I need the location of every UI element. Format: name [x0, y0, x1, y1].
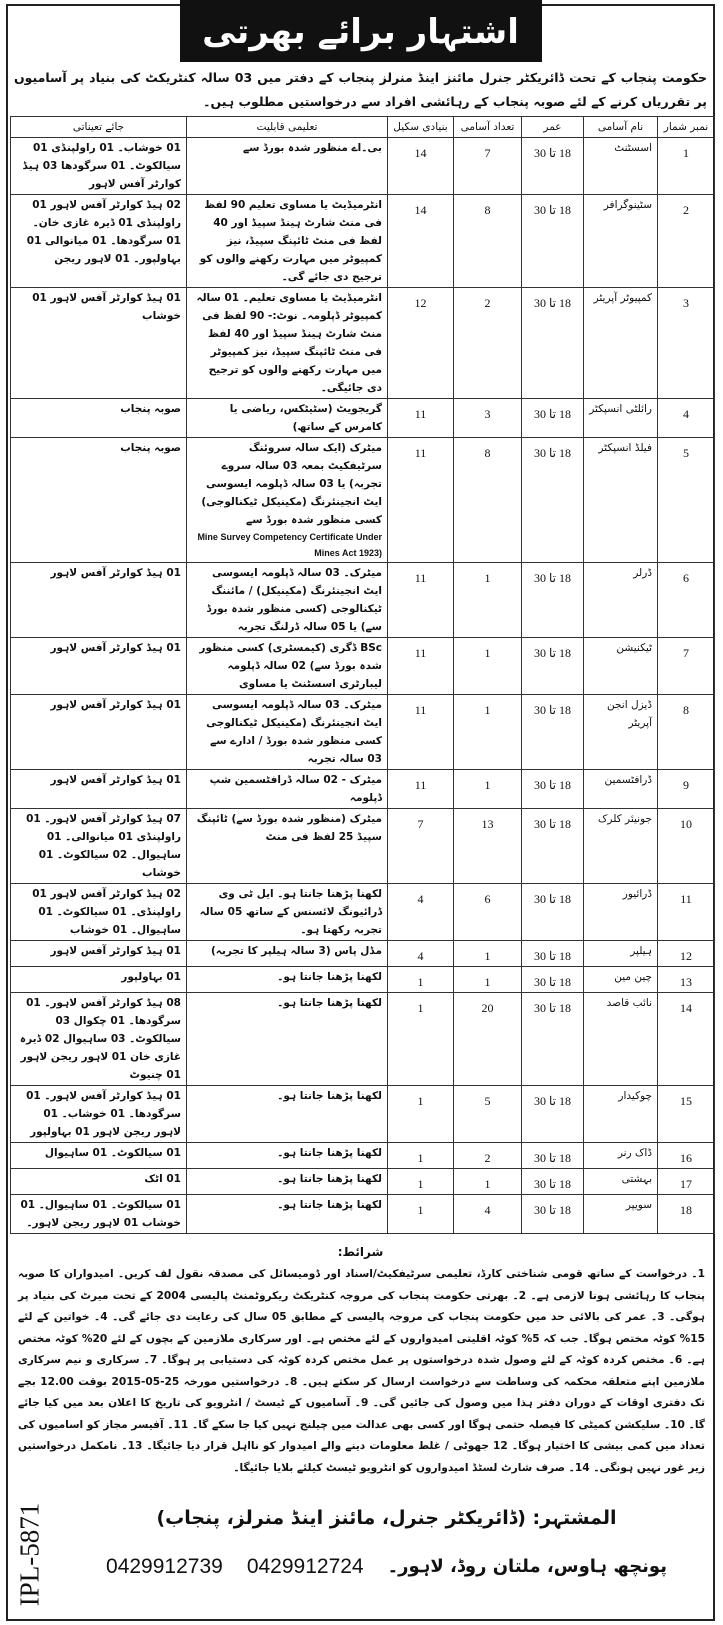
- table-row: [11, 770, 715, 809]
- post-name-text: کمپیوٹر آپریٹر: [593, 292, 652, 304]
- row-number-text: 18: [680, 1203, 692, 1217]
- qualification-text: میٹرک۔ 03 سالہ ڈپلومہ ایسوسی ایٹ انجینئرنگ (مکینیکل ٹیکنالوجی کسی منظور شدہ بورڈ / ادارے سے 03 سالہ تجربہ: [206, 699, 382, 765]
- row-number-text: 11: [680, 892, 692, 906]
- posting-station-text: 02 ہیڈ کوارٹر آفس لاہور 01 راولپنڈی 01 ڈیرہ غازی خان۔ 01 سرگودھا۔ 01 میانوالی 01 بہاولپور۔ 01 لاہور ریجن: [26, 199, 181, 265]
- posting-station-text: 01 ہیڈ کوارٹر آفس لاہور 01 خوشاب: [32, 292, 181, 322]
- post-count: [454, 138, 522, 195]
- ad-border: [6, 4, 715, 1621]
- qualification: [187, 638, 388, 695]
- post-name-text: نائب قاصد: [606, 997, 652, 1009]
- qualification-text: میٹرک - 02 سالہ ڈرافٹسمین شپ ڈپلومہ: [209, 774, 382, 804]
- age-range-text: 18 تا 30: [534, 146, 571, 160]
- post-count-text: 8: [484, 203, 491, 217]
- basic-scale: [388, 770, 454, 809]
- vacancy-table: [10, 116, 715, 1234]
- posting-station: [11, 1086, 187, 1143]
- post-name-text: ڈرائیور: [622, 888, 652, 900]
- qualification-text: میٹرک۔ 03 سالہ ڈپلومہ ایسوسی ایٹ انجینئرنگ (مکینیکل) / مائننگ ٹیکنالوجی (کسی منظور شدہ بورڈ سے) یا 05 سالہ ڈرلنگ تجربہ: [206, 567, 382, 633]
- posting-station-text: 08 ہیڈ کوارٹر آفس لاہور۔ 01 سرگودھا۔ 01 چکوال 03 سیالکوٹ۔ 03 ساہیوال 02 ڈیرہ غازی خان 01 لاہور ریجن لاہور 01 چنیوٹ: [19, 997, 181, 1081]
- basic-scale-text: 1: [417, 1001, 424, 1015]
- qualification: [187, 195, 388, 288]
- basic-scale: [388, 1086, 454, 1143]
- age-range: [522, 993, 584, 1086]
- post-count: [454, 288, 522, 399]
- post-name: [584, 809, 658, 884]
- post-name-text: چوکیدار: [618, 1090, 652, 1102]
- basic-scale-text: 14: [414, 203, 427, 217]
- age-range-text: 18 تا 30: [534, 1151, 571, 1165]
- posting-station-text: 01 ہیڈ کوارٹر آفس لاہور: [50, 699, 181, 711]
- table-row: [11, 809, 715, 884]
- age-range-text: 18 تا 30: [534, 407, 571, 421]
- qualification-text: لکھنا پڑھنا جانتا ہو۔: [277, 997, 382, 1009]
- table-row: [11, 438, 715, 563]
- age-range: [522, 967, 584, 993]
- posting-station-text: 01 خوشاب۔ 01 راولپنڈی 01 سیالکوٹ۔ 01 سرگودھا 03 ہیڈ کوارٹر آفس لاہور: [22, 142, 181, 190]
- basic-scale: [388, 1195, 454, 1234]
- post-name: [584, 1086, 658, 1143]
- basic-scale-text: 1: [417, 1151, 424, 1165]
- posting-station: [11, 967, 187, 993]
- qualification-text: بی۔اے منظور شدہ بورڈ سے: [242, 142, 382, 154]
- post-count: [454, 809, 522, 884]
- post-name-text: سویپر: [625, 1199, 652, 1211]
- row-number-text: 13: [680, 975, 692, 989]
- post-count-text: 1: [484, 778, 491, 792]
- qualification: [187, 1086, 388, 1143]
- col-age-header: عمر: [522, 117, 584, 138]
- post-count-text: 1: [484, 571, 491, 585]
- row-number: [658, 695, 715, 770]
- qualification-text: لکھنا پڑھنا جانتا ہو۔: [277, 971, 382, 983]
- post-count: [454, 695, 522, 770]
- ad-title: اشتہار برائے بھرتی: [180, 0, 542, 62]
- basic-scale: [388, 993, 454, 1086]
- row-number: [658, 399, 715, 438]
- age-range: [522, 638, 584, 695]
- basic-scale-text: 11: [414, 646, 427, 660]
- qualification-text: انٹرمیڈیٹ یا مساوی تعلیم 90 لفظ فی منٹ شارٹ ہینڈ سپیڈ اور 40 لفظ فی منٹ ٹائپنگ سپیڈ، نیز کمپیوٹر میں مہارت رکھنے والوں کو ترجیح دی جائے گی۔: [199, 199, 382, 283]
- table-row: [11, 288, 715, 399]
- qualification-text: لکھنا پڑھنا جانتا ہو۔: [277, 1173, 382, 1185]
- age-range: [522, 399, 584, 438]
- posting-station: [11, 1195, 187, 1234]
- post-name-text: ڈرافٹسمین: [604, 774, 652, 786]
- row-number: [658, 1169, 715, 1195]
- age-range-text: 18 تا 30: [534, 892, 571, 906]
- basic-scale-text: 1: [417, 975, 424, 989]
- post-count: [454, 967, 522, 993]
- age-range-text: 18 تا 30: [534, 778, 571, 792]
- basic-scale-text: 1: [417, 1203, 424, 1217]
- age-range-text: 18 تا 30: [534, 1203, 571, 1217]
- post-name-text: فیلڈ انسپکٹر: [598, 442, 652, 454]
- post-name-text: ڈاک رنر: [617, 1147, 652, 1159]
- qualification-english: Mine Survey Competency Certificate Under Mines Act 1923): [197, 532, 382, 558]
- post-count: [454, 399, 522, 438]
- age-range: [522, 884, 584, 941]
- age-range: [522, 809, 584, 884]
- basic-scale: [388, 1143, 454, 1169]
- post-name-text: ڈیزل انجن آپریٹر: [607, 699, 652, 729]
- post-name-text: رائلٹی انسپکٹر: [589, 403, 652, 415]
- posting-station: [11, 993, 187, 1086]
- basic-scale: [388, 563, 454, 638]
- qualification: [187, 438, 388, 563]
- post-name-text: چین مین: [614, 971, 652, 983]
- table-row: [11, 399, 715, 438]
- post-name-text: ہیلپر: [630, 945, 652, 957]
- qualification: [187, 993, 388, 1086]
- post-name: [584, 967, 658, 993]
- age-range: [522, 438, 584, 563]
- posting-station: [11, 638, 187, 695]
- ipl-code: [10, 1489, 50, 1619]
- post-count-text: 2: [484, 1151, 491, 1165]
- basic-scale: [388, 399, 454, 438]
- qualification-text: BSc ڈگری (کیمسٹری) کسی منظور شدہ بورڈ سے) 02 سالہ ڈپلومہ لیبارٹری اسسٹنٹ یا مساوی: [199, 642, 382, 690]
- basic-scale: [388, 884, 454, 941]
- post-name: [584, 695, 658, 770]
- posting-station-text: صوبہ پنجاب: [120, 403, 181, 415]
- qualification: [187, 1169, 388, 1195]
- post-count: [454, 1169, 522, 1195]
- age-range-text: 18 تا 30: [534, 1094, 571, 1108]
- age-range-text: 18 تا 30: [534, 446, 571, 460]
- age-range-text: 18 تا 30: [534, 949, 571, 963]
- posting-station: [11, 941, 187, 967]
- col-count-header: تعداد آسامی: [454, 117, 522, 138]
- qualification: [187, 1195, 388, 1234]
- phone-1: 0429912724: [246, 1555, 364, 1578]
- table-row: [11, 695, 715, 770]
- post-name: [584, 195, 658, 288]
- row-number: [658, 195, 715, 288]
- posting-station: [11, 809, 187, 884]
- table-row: [11, 138, 715, 195]
- age-range: [522, 563, 584, 638]
- post-name: [584, 1143, 658, 1169]
- post-count-text: 2: [484, 296, 491, 310]
- row-number-text: 2: [683, 203, 689, 217]
- col-station-header: جائے تعیناتی: [11, 117, 187, 138]
- post-name-text: سٹینوگرافر: [603, 199, 652, 211]
- post-name: [584, 1195, 658, 1234]
- row-number: [658, 138, 715, 195]
- basic-scale-text: 1: [417, 1177, 424, 1191]
- qualification-text: لکھنا پڑھنا جانتا ہو۔: [277, 1199, 382, 1211]
- table-header: [11, 117, 715, 138]
- qualification: [187, 941, 388, 967]
- qualification: [187, 288, 388, 399]
- posting-station-text: 07 ہیڈ کوارٹر آفس لاہور۔ 01 راولپنڈی 01 میانوالی۔ 01 ساہیوال۔ 02 سیالکوٹ۔ 01 خوشاب: [26, 813, 181, 879]
- basic-scale: [388, 695, 454, 770]
- post-count-text: 1: [484, 703, 491, 717]
- row-number: [658, 809, 715, 884]
- table-row: [11, 967, 715, 993]
- basic-scale: [388, 438, 454, 563]
- post-count-text: 1: [484, 1177, 491, 1191]
- post-name: [584, 993, 658, 1086]
- post-count: [454, 195, 522, 288]
- post-count-text: 1: [484, 975, 491, 989]
- basic-scale-text: 4: [417, 949, 424, 963]
- basic-scale-text: 11: [414, 778, 427, 792]
- post-count: [454, 884, 522, 941]
- basic-scale: [388, 967, 454, 993]
- post-name: [584, 438, 658, 563]
- row-number-text: 10: [680, 817, 692, 831]
- qualification-text: میٹرک (ایک سالہ سروئنگ سرٹیفکیٹ بمعہ 03 سالہ سروے تجربہ) یا 03 سالہ ڈپلومہ ایسوسی ایٹ انجینئرنگ (مکینیکل ٹیکنالوجی) کسی منظور شدہ بورڈ سے: [201, 442, 382, 526]
- qualification-text: میٹرک (منظور شدہ بورڈ سے) ٹائپنگ سپیڈ 25 لفظ فی منٹ: [196, 813, 382, 843]
- basic-scale-text: 11: [414, 703, 427, 717]
- posting-station: [11, 770, 187, 809]
- age-range-text: 18 تا 30: [534, 296, 571, 310]
- row-number-text: 12: [680, 949, 692, 963]
- row-number: [658, 941, 715, 967]
- phone-2: 0429912739: [106, 1555, 223, 1578]
- post-count: [454, 638, 522, 695]
- row-number: [658, 884, 715, 941]
- post-count: [454, 1086, 522, 1143]
- row-number-text: 1: [683, 146, 689, 160]
- post-name-text: اسسٹنٹ: [614, 142, 652, 154]
- basic-scale: [388, 138, 454, 195]
- table-row: [11, 993, 715, 1086]
- post-count-text: 7: [484, 146, 491, 160]
- basic-scale: [388, 195, 454, 288]
- row-number-text: 6: [683, 571, 689, 585]
- row-number: [658, 563, 715, 638]
- age-range: [522, 1143, 584, 1169]
- qualification: [187, 695, 388, 770]
- table-row: [11, 638, 715, 695]
- posting-station-text: 01 ہیڈ کوارٹر آفس لاہور: [50, 642, 181, 654]
- age-range-text: 18 تا 30: [534, 1177, 571, 1191]
- row-number-text: 15: [680, 1094, 692, 1108]
- post-count-text: 5: [484, 1094, 491, 1108]
- address-line: [60, 1553, 713, 1581]
- post-name: [584, 399, 658, 438]
- table-row: [11, 884, 715, 941]
- row-number-text: 7: [683, 646, 689, 660]
- posting-station-text: 01 ہیڈ کوارٹر آفس لاہور: [50, 567, 181, 579]
- row-number-text: 14: [680, 1001, 692, 1015]
- row-number: [658, 1143, 715, 1169]
- row-number-text: 4: [683, 407, 689, 421]
- post-name: [584, 563, 658, 638]
- age-range: [522, 1195, 584, 1234]
- col-qualification-header: تعلیمی قابلیت: [187, 117, 388, 138]
- basic-scale: [388, 638, 454, 695]
- table-row: [11, 1143, 715, 1169]
- row-number: [658, 770, 715, 809]
- conditions-title: شرائط:: [337, 1245, 384, 1259]
- qualification: [187, 770, 388, 809]
- post-count-text: 13: [481, 817, 494, 831]
- post-count-text: 4: [484, 1203, 491, 1217]
- basic-scale-text: 11: [414, 571, 427, 585]
- basic-scale-text: 7: [417, 817, 424, 831]
- age-range-text: 18 تا 30: [534, 571, 571, 585]
- qualification-text: گریجویٹ (سٹیٹکس، ریاضی یا کامرس کے ساتھ): [229, 403, 382, 433]
- row-number: [658, 993, 715, 1086]
- age-range: [522, 195, 584, 288]
- qualification: [187, 884, 388, 941]
- post-name: [584, 638, 658, 695]
- post-name: [584, 941, 658, 967]
- posting-station-text: 01 اٹک: [144, 1173, 181, 1185]
- row-number-text: 17: [680, 1177, 692, 1191]
- posting-station: [11, 563, 187, 638]
- intro-text: حکومت پنجاب کے تحت ڈائریکٹر جنرل مائنز اینڈ منرلز پنجاب کے دفتر میں 03 سالہ کنٹریکٹ کی بنیاد پر آسامیوں پر تقرریاں کرنے کے لئے صوبہ پنجاب کے رہائشی افراد سے درخواستیں مطلوب ہیں۔: [14, 70, 707, 109]
- post-count-text: 6: [484, 892, 491, 906]
- qualification-text: مڈل پاس (3 سالہ ہیلپر کا تجربہ): [211, 945, 382, 957]
- qualification: [187, 1143, 388, 1169]
- qualification: [187, 138, 388, 195]
- age-range-text: 18 تا 30: [534, 203, 571, 217]
- basic-scale: [388, 1169, 454, 1195]
- table-row: [11, 941, 715, 967]
- age-range: [522, 138, 584, 195]
- conditions-text: 1۔ درخواست کے ساتھ قومی شناختی کارڈ، تعلیمی سرٹیفکیٹ/اسناد اور ڈومیسائل کی مصدقہ نقول لف کریں۔ امیدواران کا صوبہ پنجاب کا رہائشی ہونا لازمی ہے۔ 2۔ بھرتی حکومت پنجاب کی مروجہ کنٹریکٹ ریکروٹمنٹ پالیسی 2004 کے تحت میرٹ کی بنیاد پر ہوگی۔ 3۔ عمر کی بالائی حد میں حکومت پنجاب کی مروجہ پالیسی کے مطابق 05 سال کی رعایت دی جائے گی۔ 4۔ خواتین کے لئے 15% کوٹہ مختص ہوگا۔ جب کہ 5% کوٹہ اقلیتی امیدواروں کے لئے مختص ہے۔ اور سرکاری ملازمین کے بچوں کے لئے 20% کوٹہ مختص ہے۔ 6۔ مختص کردہ کوٹہ کے لئے وصول شدہ درخواستوں پر عمل مختص کردہ کوٹہ کی دستیابی پر ہوگا۔ 7۔ سرکاری و نیم سرکاری ملازمین اپنے متعلقہ محکمہ کی وساطت سے درخواست ارسال کر سکتے ہیں۔ 8۔ درخواستیں مورخہ 25-05-2015 بوقت 12.00 بجے تک دفتری اوقات کے دوران دفتر ہذا میں وصول کی جائیں گی۔ 9۔ آسامیوں کے ٹیسٹ / انٹرویو کی تاریخ کا اعلان بعد میں کیا جائے گا۔ 10۔ سلیکشن کمیٹی کا فیصلہ حتمی ہوگا اور کسی بھی عدالت میں چیلنج نہیں کیا جا سکے گا۔ 11۔ آفیسر مجاز کو اسامیوں کی تعداد میں کمی بیشی کا اختیار ہوگا۔ 12 جھوٹی / غلط معلومات دینے والے امیدوار کو نااہل قرار دیا جائیگا۔ 13۔ نامکمل درخواستیں زیر غور نہیں ہونگی۔ 14۔ صرف شارٹ لسٹڈ امیدواروں کو انٹرویو ٹیسٹ کیلئے بلایا جائیگا۔: [18, 1268, 706, 1474]
- post-name: [584, 1169, 658, 1195]
- posting-station-text: صوبہ پنجاب: [120, 442, 181, 454]
- age-range-text: 18 تا 30: [534, 975, 571, 989]
- ipl-label: IPL-5871: [14, 1502, 45, 1606]
- row-number-text: 16: [680, 1151, 692, 1165]
- col-number-header: نمبر شمار: [658, 117, 715, 138]
- age-range-text: 18 تا 30: [534, 1001, 571, 1015]
- age-range: [522, 695, 584, 770]
- posting-station: [11, 695, 187, 770]
- basic-scale-text: 12: [414, 296, 427, 310]
- age-range-text: 18 تا 30: [534, 817, 571, 831]
- posting-station-text: 01 سیالکوٹ۔ 01 ساہیوال۔ 01 خوشاب 01 لاہور ریجن لاہور۔: [20, 1199, 181, 1229]
- post-count: [454, 770, 522, 809]
- posting-station-text: 01 سیالکوٹ۔ 01 ساہیوال: [44, 1147, 181, 1159]
- qualification-text: لکھنا پڑھنا جانتا ہو۔ ایل ٹی وی ڈرائیونگ لائسنس کے ساتھ 05 سالہ تجربہ رکھتا ہو۔: [199, 888, 382, 936]
- post-count: [454, 1143, 522, 1169]
- row-number-text: 3: [683, 296, 689, 310]
- age-range: [522, 1169, 584, 1195]
- post-count: [454, 438, 522, 563]
- age-range: [522, 288, 584, 399]
- post-count: [454, 993, 522, 1086]
- basic-scale: [388, 809, 454, 884]
- post-count: [454, 563, 522, 638]
- basic-scale-text: 11: [414, 407, 427, 421]
- post-count-text: 1: [484, 646, 491, 660]
- row-number-text: 8: [683, 703, 689, 717]
- basic-scale-text: 11: [414, 446, 427, 460]
- footer: [8, 1489, 713, 1619]
- basic-scale-text: 1: [417, 1094, 424, 1108]
- row-number: [658, 288, 715, 399]
- row-number-text: 9: [683, 778, 689, 792]
- post-count-text: 3: [484, 407, 491, 421]
- age-range: [522, 1086, 584, 1143]
- age-range: [522, 770, 584, 809]
- posting-station: [11, 399, 187, 438]
- post-name-text: ٹیکنیشن: [616, 642, 652, 654]
- qualification: [187, 809, 388, 884]
- age-range-text: 18 تا 30: [534, 703, 571, 717]
- posting-station-text: 02 ہیڈ کوارٹر آفس لاہور 01 راولپنڈی۔ 01 سیالکوٹ۔ 01 ساہیوال۔ 01 خوشاب: [32, 888, 181, 936]
- post-count: [454, 1195, 522, 1234]
- post-name-text: جونیئر کلرک: [598, 813, 652, 825]
- col-scale-header: بنیادی سکیل: [388, 117, 454, 138]
- row-number: [658, 438, 715, 563]
- table-row: [11, 195, 715, 288]
- post-name: [584, 884, 658, 941]
- qualification: [187, 399, 388, 438]
- posting-station-text: 01 بہاولپور: [121, 971, 181, 983]
- advertiser: المشتہر: (ڈائریکٹر جنرل، مائنز اینڈ منرلز، پنجاب): [156, 1507, 617, 1529]
- posting-station-text: 01 ہیڈ کوارٹر آفس لاہور: [50, 774, 181, 786]
- row-number: [658, 1195, 715, 1234]
- posting-station: [11, 884, 187, 941]
- posting-station: [11, 138, 187, 195]
- table-row: [11, 1195, 715, 1234]
- qualification: [187, 563, 388, 638]
- age-range-text: 18 تا 30: [534, 646, 571, 660]
- post-name: [584, 288, 658, 399]
- qualification: [187, 967, 388, 993]
- row-number: [658, 1086, 715, 1143]
- posting-station-text: 01 ہیڈ کوارٹر آفس لاہور۔ 01 سرگودھا۔ 01 خوشاب۔ 01 لاہور ریجن لاہور 01 بہاولپور: [26, 1090, 181, 1138]
- posting-station: [11, 1143, 187, 1169]
- table-row: [11, 1169, 715, 1195]
- row-number: [658, 967, 715, 993]
- col-post-header: نام آسامی: [584, 117, 658, 138]
- post-count-text: 1: [484, 949, 491, 963]
- post-name-text: بہشتی: [621, 1173, 652, 1185]
- post-name: [584, 138, 658, 195]
- qualification-text: انٹرمیڈیٹ یا مساوی تعلیم۔ 01 سالہ کمپیوٹر ڈپلومہ۔ نوٹ:- 90 لفظ فی منٹ شارٹ ہینڈ سپیڈ اور 40 لفظ فی منٹ ٹائپنگ سپیڈ، نیز کمپیوٹر میں مہارت رکھنے والوں کو ترجیح دی جائیگی۔: [196, 292, 382, 394]
- table-row: [11, 1086, 715, 1143]
- table-row: [11, 563, 715, 638]
- post-count: [454, 941, 522, 967]
- post-name: [584, 770, 658, 809]
- basic-scale-text: 4: [417, 892, 424, 906]
- posting-station: [11, 438, 187, 563]
- post-name-text: ڈرلر: [633, 567, 652, 579]
- basic-scale: [388, 941, 454, 967]
- row-number-text: 5: [683, 446, 689, 460]
- basic-scale-text: 14: [414, 146, 427, 160]
- qualification-text: لکھنا پڑھنا جانتا ہو۔: [277, 1147, 382, 1159]
- posting-station: [11, 195, 187, 288]
- address: پونچھ ہاوس، ملتان روڈ، لاہور۔: [387, 1556, 667, 1577]
- posting-station: [11, 288, 187, 399]
- posting-station-text: 01 ہیڈ کوارٹر آفس لاہور: [50, 945, 181, 957]
- row-number: [658, 638, 715, 695]
- posting-station: [11, 1169, 187, 1195]
- post-count-text: 20: [481, 1001, 494, 1015]
- basic-scale: [388, 288, 454, 399]
- post-count-text: 8: [484, 446, 491, 460]
- age-range: [522, 941, 584, 967]
- qualification-text: لکھنا پڑھنا جانتا ہو۔: [277, 1090, 382, 1102]
